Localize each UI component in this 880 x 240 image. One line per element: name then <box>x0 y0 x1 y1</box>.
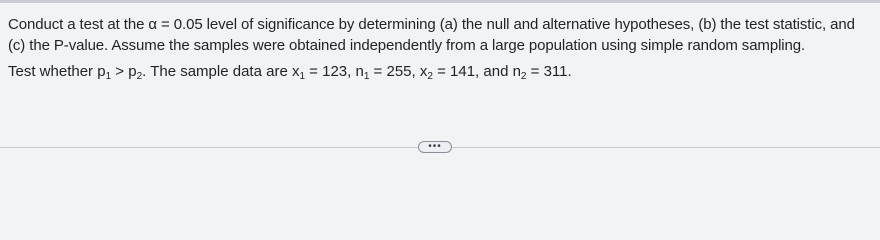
n1-subscript: 1 <box>363 71 370 82</box>
n2-value: = 311. <box>526 63 572 80</box>
x2-letter: x <box>419 63 428 80</box>
n1-letter: n <box>355 63 364 80</box>
part-b-label: (b) <box>698 16 717 33</box>
x1-symbol <box>292 63 305 80</box>
test-prefix: Test whether <box>8 63 98 80</box>
n1-symbol <box>355 63 369 80</box>
p1-letter: p <box>97 63 106 80</box>
part-c-label: (c) <box>8 37 26 54</box>
question-text <box>8 14 874 82</box>
p2-subscript: 2 <box>136 71 143 82</box>
part-a-label: (a) <box>439 16 458 33</box>
x2-subscript: 2 <box>427 71 433 82</box>
x2-value: = 141, and <box>432 63 513 80</box>
alpha-symbol: α <box>148 16 157 33</box>
more-dots-icon: ••• <box>428 141 442 152</box>
p2-letter: p <box>128 63 137 80</box>
data-prefix: . The sample data are <box>142 63 292 80</box>
intro-text-1: Conduct a test at the <box>8 16 149 33</box>
expand-more-button[interactable] <box>418 141 452 153</box>
p2-symbol <box>128 63 142 80</box>
x1-letter: x <box>291 63 300 80</box>
n1-value: = 255, <box>369 63 420 80</box>
n2-subscript: 2 <box>520 71 527 82</box>
alpha-value: = 0.05 <box>156 16 203 33</box>
greater-than: > <box>111 63 129 80</box>
n2-symbol <box>513 63 527 80</box>
question-intro <box>8 14 874 56</box>
intro-text-4: the test statistic, and <box>716 16 855 33</box>
top-border <box>0 0 880 3</box>
intro-text-5: the P-value. Assume the samples were obtained independently from a large population using simple random sampling. <box>25 37 806 54</box>
intro-text-3: the null and alternative hypotheses, <box>457 16 699 33</box>
x1-subscript: 1 <box>299 71 306 82</box>
p1-symbol <box>97 63 111 80</box>
x1-value: = 123, <box>305 63 356 80</box>
p1-subscript: 1 <box>105 71 112 82</box>
x2-symbol <box>420 63 433 80</box>
question-data <box>8 61 874 82</box>
intro-text-2: level of significance by determining <box>202 16 440 33</box>
n2-letter: n <box>512 63 521 80</box>
